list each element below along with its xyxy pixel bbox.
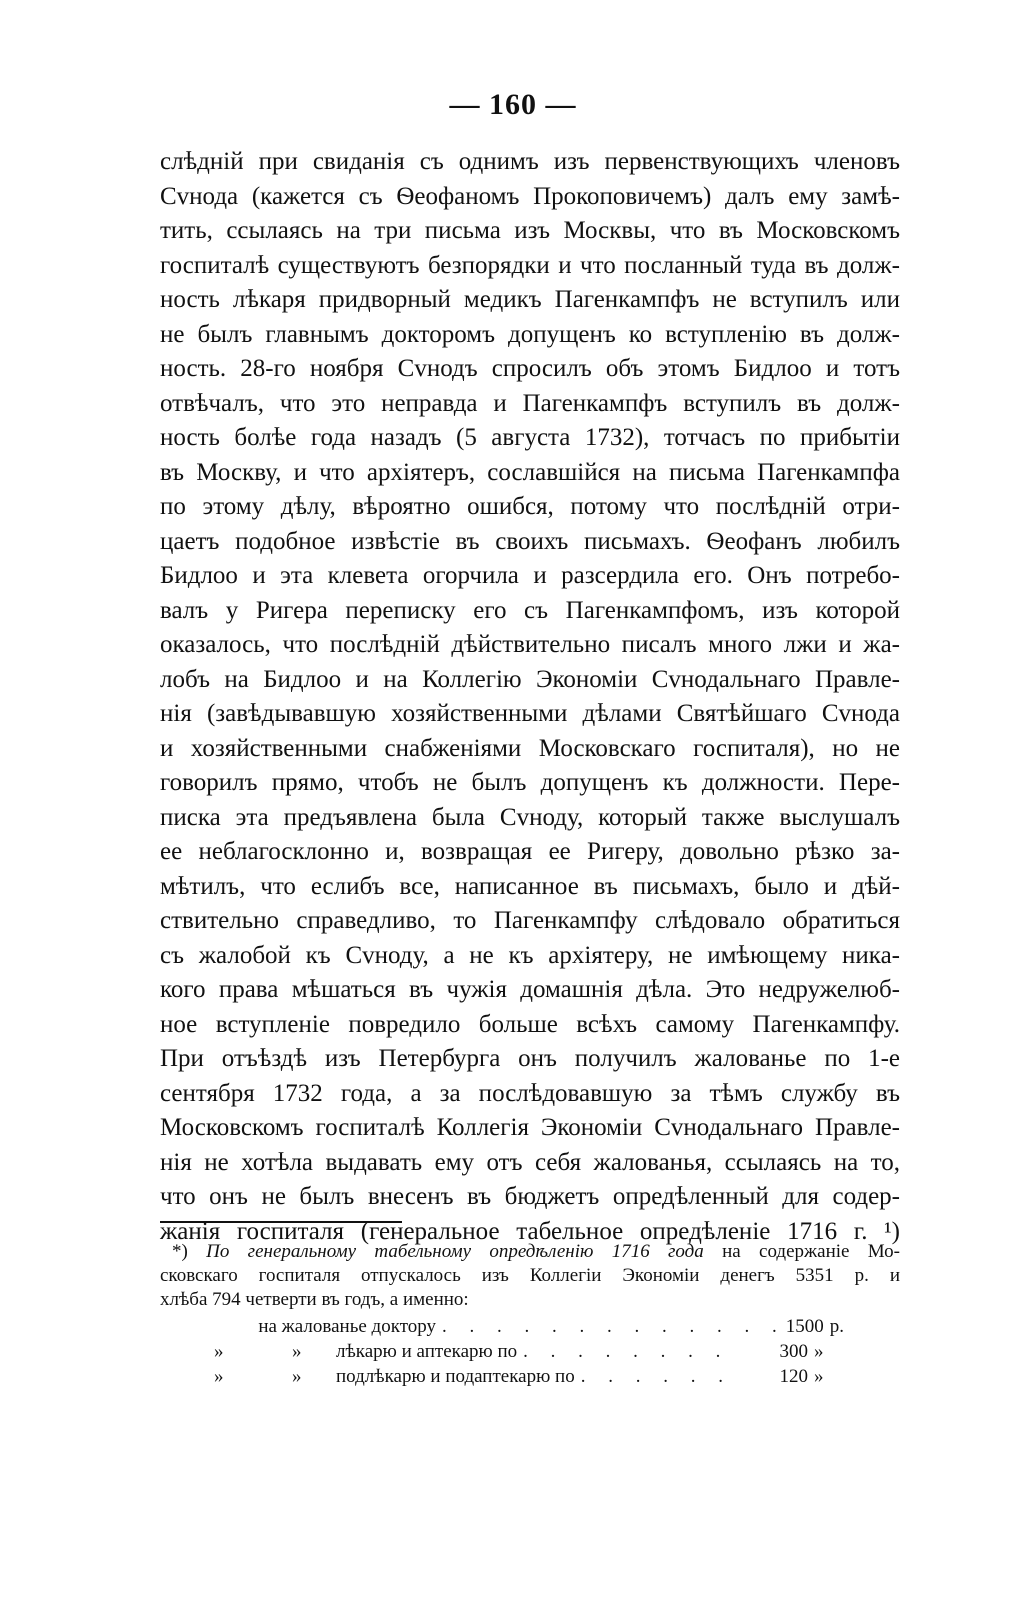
body-line: въ Москву, и что архiятеръ, сославшiйся на письма Пагенкампфа (160, 458, 900, 486)
leader-dots: . . . . . . . . (523, 1341, 730, 1362)
body-line: госпиталѣ существуютъ безпорядки и что посланный туда въ долж- (160, 251, 900, 279)
leader-dots: . . . . . . . . . . . . . (442, 1316, 786, 1337)
body-text (160, 145, 900, 1249)
body-line: съ жалобой къ Сvноду, а не къ архiятеру, не имѣющему ника- (160, 941, 900, 969)
body-line: мѣтилъ, что еслибъ все, написанное въ письмахъ, было и дѣй- (160, 872, 900, 900)
footnote (160, 1240, 900, 1312)
footnote-separator-rule (160, 1221, 402, 1223)
body-line: сентября 1732 года, а за послѣдовавшую за тѣмъ службу въ (160, 1079, 900, 1107)
body-line: При отъѣздѣ изъ Петербурга онъ получилъ жалованье по 1-е (160, 1045, 900, 1072)
body-line: ность болѣе года назадъ (5 августа 1732), тотчасъ по прибытiи (160, 424, 900, 451)
ditto-mark-2: » (292, 1366, 302, 1387)
item-amount: 120 (779, 1366, 808, 1387)
ditto-mark-1: » (214, 1366, 224, 1387)
body-line: ее неблагосклонно и, возвращая ее Ригеру, довольно рѣзко за- (160, 838, 900, 865)
body-line: ное вступленiе повредило больше всѣхъ самому Пагенкампфу. (160, 1010, 900, 1038)
page-number: — 160 — (449, 88, 577, 121)
body-line: Московскомъ госпиталѣ Коллегiя Экономiи Сvнодальнаго Правле- (160, 1114, 900, 1141)
ditto-mark-2 (242, 1314, 258, 1339)
body-line: что онъ не былъ внесенъ въ бюджетъ опредѣленный для содер- (160, 1183, 900, 1210)
body-line: не былъ главнымъ докторомъ допущенъ ко вступленiю въ долж- (160, 320, 900, 348)
footnote-marker: *) (172, 1241, 188, 1262)
item-unit: » (814, 1341, 824, 1362)
ditto-mark-2: » (292, 1341, 302, 1362)
body-line: ность. 28-го ноября Сvнодъ спросилъ объ этомъ Бидлоо и тотъ (160, 355, 900, 382)
body-line: нiя (завѣдывавшую хозяйственными дѣлами Святѣйшаго Сvнода (160, 700, 900, 727)
body-line: ствительно справедливо, то Пагенкампфу слѣдовало обратиться (160, 907, 900, 934)
item-amount: 300 (779, 1341, 808, 1362)
footnote-line-1 (160, 1240, 900, 1264)
body-line: оказалось, что послѣднiй дѣйствительно писалъ много лжи и жа- (160, 631, 900, 658)
body-line: говорилъ прямо, чтобъ не былъ допущенъ къ должности. Пере- (160, 769, 900, 796)
item-label: подлѣкарю и подаптекарю по (336, 1366, 575, 1387)
body-line: и хозяйственными снабженiями Московскаго госпиталя), но не (160, 734, 900, 762)
body-line: писка эта предъявлена была Сvноду, который также выслушалъ (160, 803, 900, 831)
body-line: тить, ссылаясь на три письма изъ Москвы, что въ Московскомъ (160, 217, 900, 244)
item-label: на жалованье доктору (258, 1316, 436, 1337)
footnote-item-row (214, 1339, 844, 1364)
body-line: валъ у Ригера переписку его съ Пагенкампфомъ, изъ которой (160, 596, 900, 624)
item-amount: 1500 (785, 1316, 824, 1337)
body-line: по этому дѣлу, вѣроятно ошибся, потому что послѣднiй отри- (160, 493, 900, 520)
body-line: жанiя госпиталя (генеральное табельное опредѣленiе 1716 г. ¹) (160, 1217, 900, 1245)
leader-dots: . . . . . . (580, 1366, 732, 1387)
body-line: слѣднiй при свиданiя съ однимъ изъ первенствующихъ членовъ (160, 148, 900, 175)
body-line: Сvнода (кажется съ Ѳеофаномъ Прокоповичемъ) далъ ему замѣ- (160, 182, 900, 210)
footnote-italic-lead: По генеральному табельному опредѣленiю 1716 года (206, 1241, 704, 1262)
body-line: нiя не хотѣла выдавать ему отъ себя жалованья, ссылаясь на то, (160, 1148, 900, 1176)
body-line: лобъ на Бидлоо и на Коллегiю Экономiи Сvнодальнаго Правле- (160, 665, 900, 693)
ditto-mark-1: » (214, 1341, 224, 1362)
footnote-line-3: хлѣба 794 четверти въ годъ, а именно: (160, 1289, 469, 1310)
item-unit: » (814, 1366, 824, 1387)
body-line: Бидлоо и эта клевета огорчила и разсердила его. Онъ потребо- (160, 562, 900, 589)
ditto-mark-1 (214, 1314, 242, 1339)
body-line: отвѣчалъ, что это неправда и Пагенкампфъ вступилъ въ долж- (160, 389, 900, 417)
body-line: цаетъ подобное извѣстiе въ своихъ письмахъ. Ѳеофанъ любилъ (160, 527, 900, 555)
item-label: лѣкарю и аптекарю по (336, 1341, 518, 1362)
footnote-line-1-rest: на содержанiе Мо- (722, 1241, 901, 1262)
footnote-item-row (214, 1364, 844, 1389)
body-line: кого права мѣшаться въ чужiя домашнiя дѣла. Это недружелюб- (160, 976, 900, 1003)
footnote-item-row (214, 1314, 844, 1339)
footnote-itemized-list (214, 1314, 844, 1389)
item-unit: р. (829, 1316, 844, 1337)
body-line: ность лѣкаря придворный медикъ Пагенкампфъ не вступилъ или (160, 286, 900, 313)
footnote-line-2: сковскаго госпиталя отпускалось изъ Коллегiи Экономiи денегъ 5351 р. и (160, 1265, 900, 1286)
